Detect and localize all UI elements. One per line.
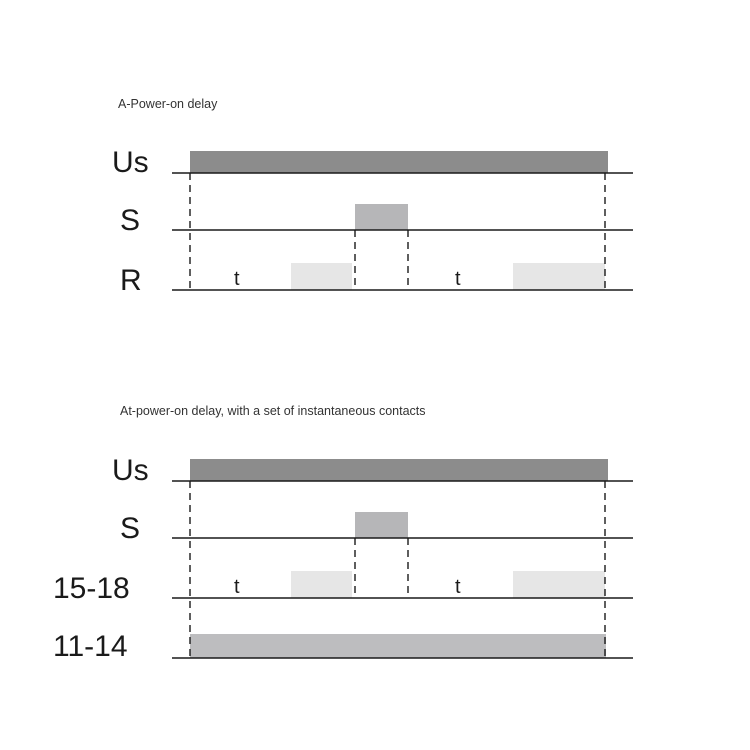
signal-label-s: S <box>120 512 141 545</box>
signal-label-s: S <box>120 204 141 237</box>
diagram-title: At-power-on delay, with a set of instantaneous contacts <box>120 404 426 418</box>
diagram-title: A-Power-on delay <box>118 97 218 111</box>
supply-on-bar <box>190 151 608 173</box>
delay-label-t: t <box>455 268 461 290</box>
relay-on-block <box>513 571 605 598</box>
relay-on-block <box>291 571 352 598</box>
relay-on-block <box>291 263 352 290</box>
signal-label-11-14: 11-14 <box>53 630 128 663</box>
diagram-power-on-delay-instantaneous <box>53 404 633 663</box>
delay-label-t: t <box>234 576 240 598</box>
switch-pulse <box>355 204 408 230</box>
switch-pulse <box>355 512 408 538</box>
signal-label-r: R <box>120 264 142 297</box>
relay-on-block <box>513 263 605 290</box>
diagram-power-on-delay <box>112 97 633 297</box>
delay-label-t: t <box>234 268 240 290</box>
delay-label-t: t <box>455 576 461 598</box>
signal-label-us: Us <box>112 454 149 487</box>
supply-on-bar <box>190 459 608 481</box>
signal-label-us: Us <box>112 146 149 179</box>
instantaneous-contact-bar <box>190 634 606 658</box>
signal-label-15-18: 15-18 <box>53 572 130 605</box>
